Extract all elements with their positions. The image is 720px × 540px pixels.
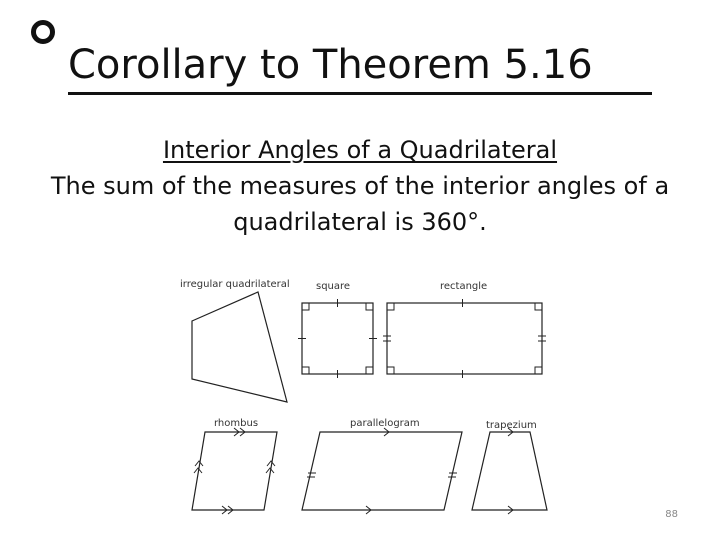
rhombus-marks [194, 428, 275, 514]
label-square: square [316, 281, 351, 292]
square-right-angle-marks [302, 303, 373, 374]
subtitle: Interior Angles of a Quadrilateral [162, 136, 558, 164]
rhombus-shape [192, 432, 277, 510]
slide-title: Corollary to Theorem 5.16 [68, 40, 652, 95]
rectangle-tick-marks [383, 299, 546, 378]
label-trapezium: trapezium [486, 420, 537, 431]
irregular-quadrilateral-shape [192, 292, 287, 402]
square-shape [302, 303, 373, 374]
trapezium-marks [508, 428, 513, 514]
quadrilaterals-diagram [172, 270, 552, 528]
page-number: 88 [665, 509, 678, 520]
square-tick-marks [298, 299, 377, 378]
parallelogram-shape [302, 432, 462, 510]
label-rectangle: rectangle [440, 281, 488, 292]
parallelogram-marks [307, 428, 457, 514]
rectangle-shape [387, 303, 542, 374]
label-irregular-quadrilateral: irregular quadrilateral [180, 279, 290, 290]
theorem-statement: The sum of the measures of the interior angles of a quadrilateral is 360°. [50, 172, 670, 236]
label-parallelogram: parallelogram [350, 418, 420, 429]
slide-body [40, 132, 680, 240]
bullet-icon [31, 20, 55, 44]
label-rhombus: rhombus [214, 418, 259, 429]
quadrilaterals-figure [172, 270, 552, 528]
subtitle-row [40, 132, 680, 168]
rectangle-right-angle-marks [387, 303, 542, 374]
trapezium-shape [472, 432, 547, 510]
